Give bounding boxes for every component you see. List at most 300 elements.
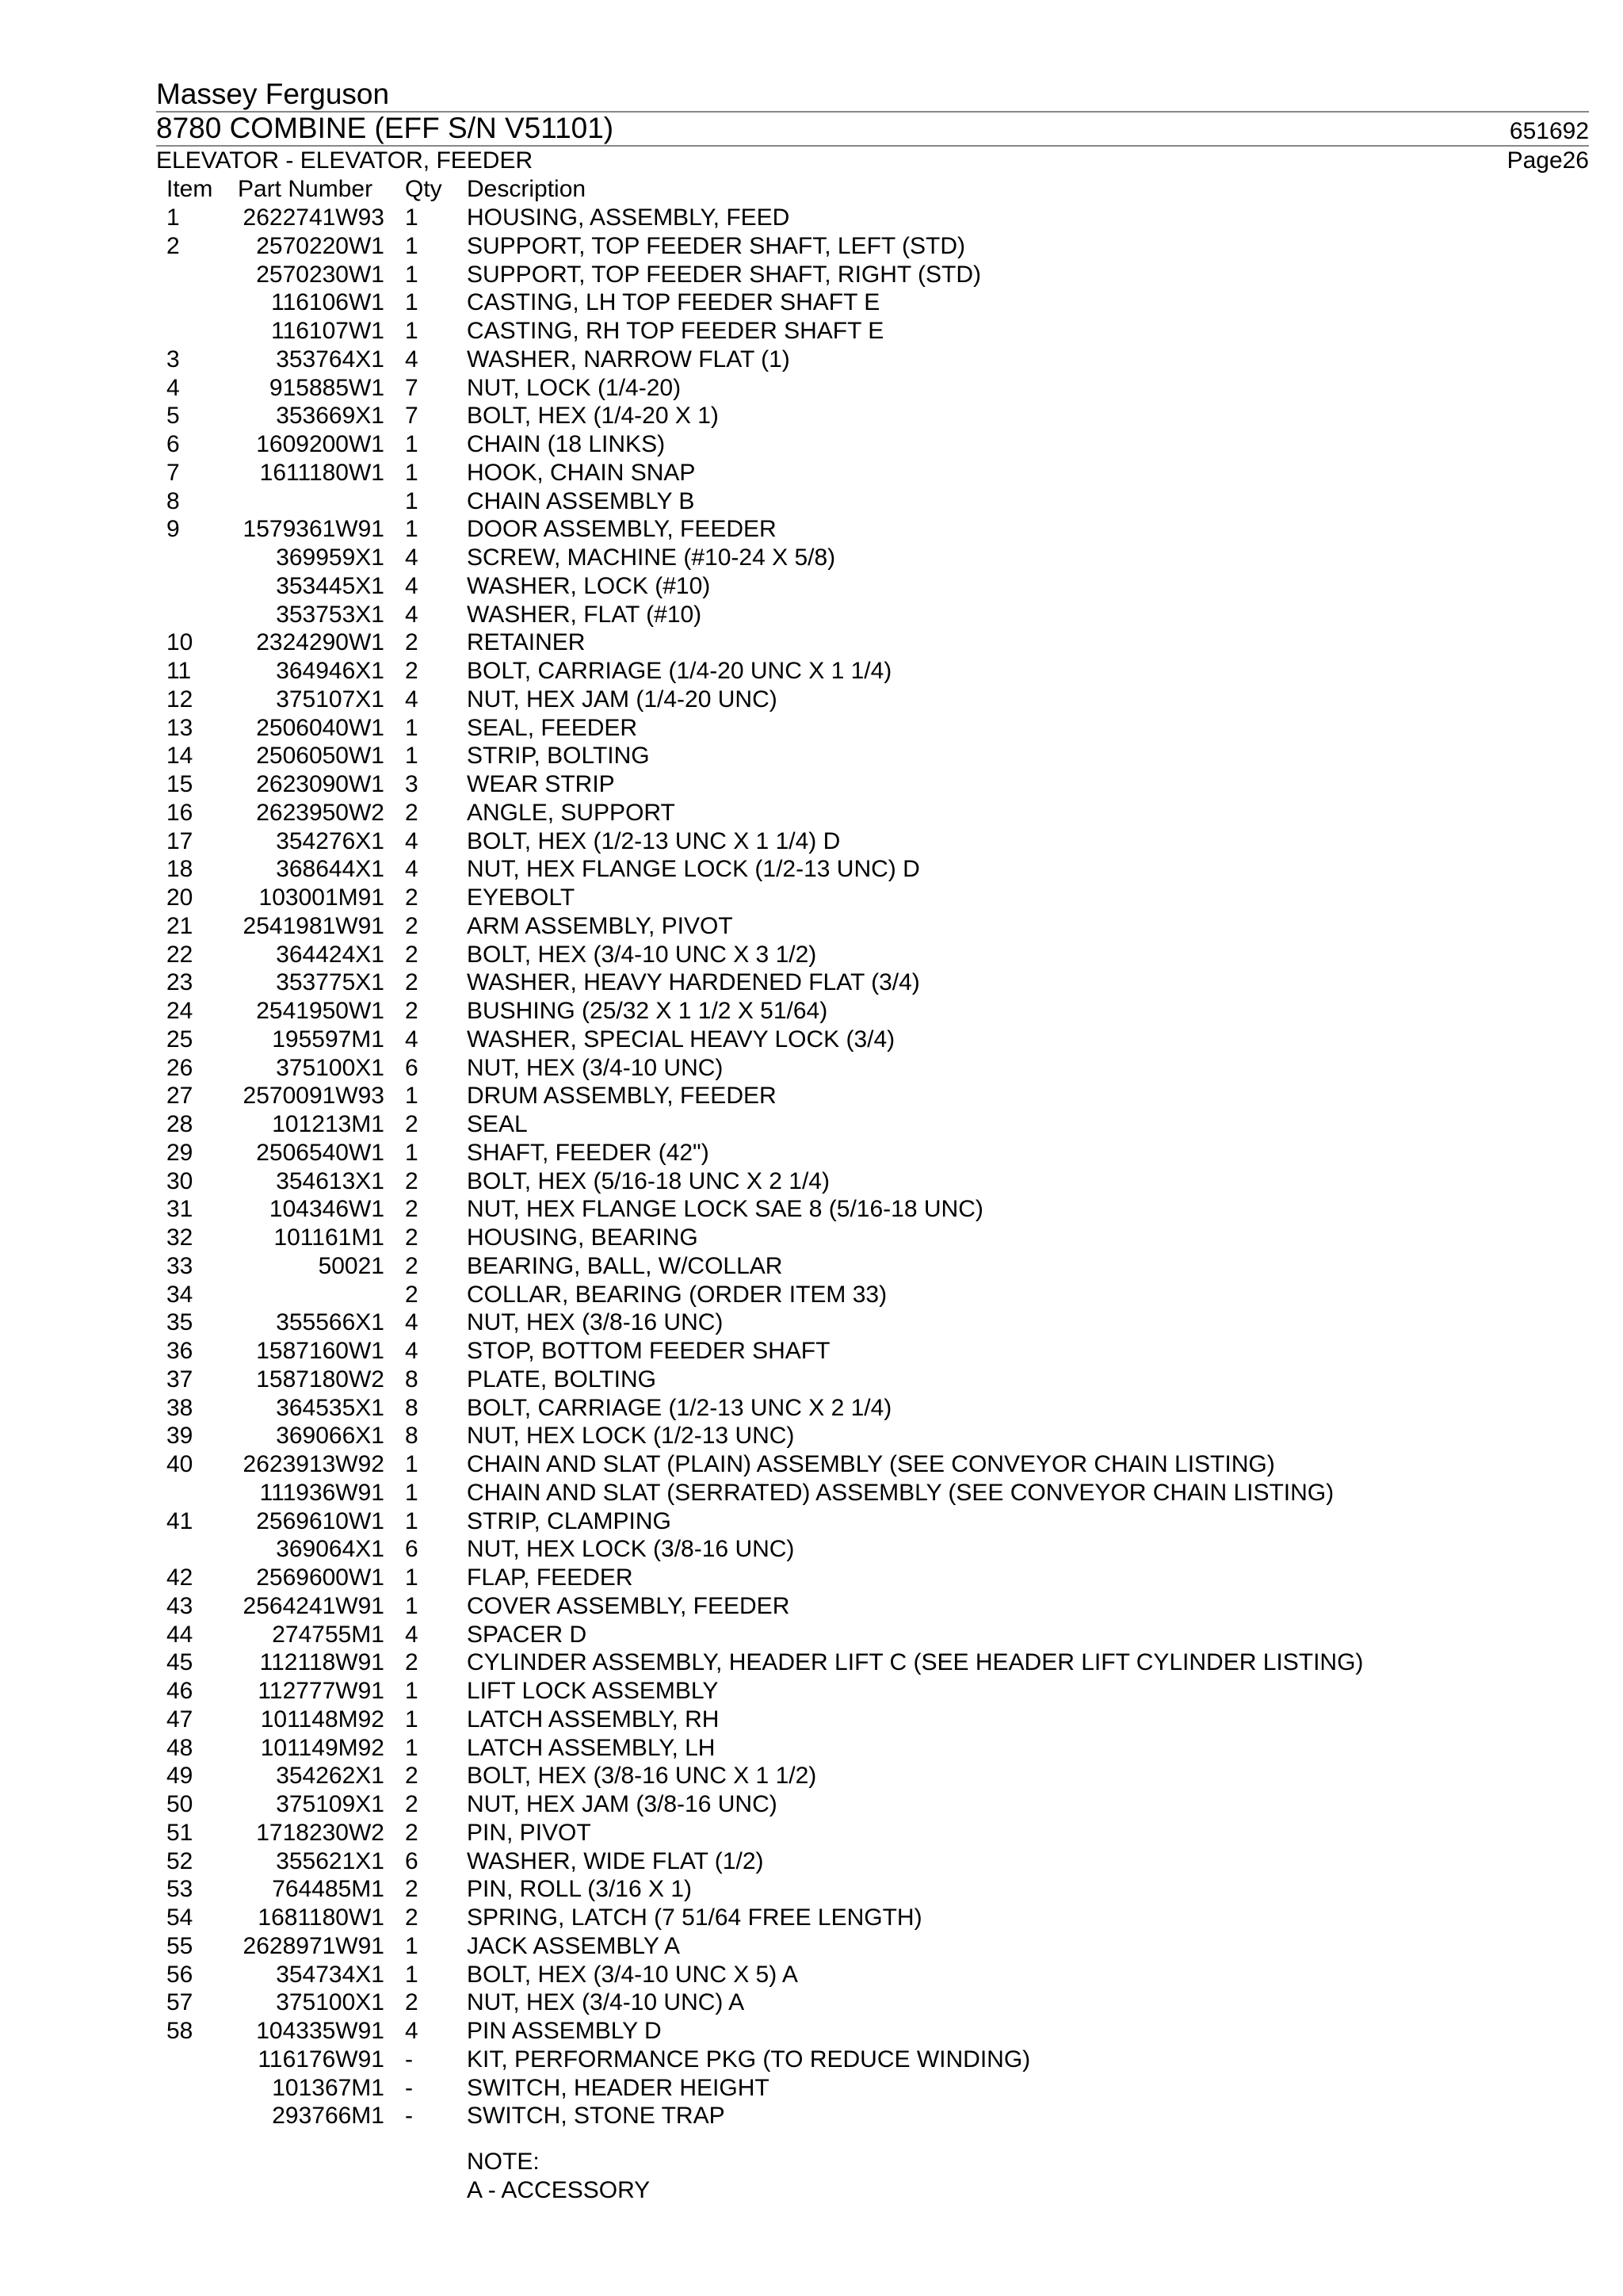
item-cell: 56: [166, 1961, 193, 1988]
table-row: [0, 430, 1623, 459]
qty-cell: 1: [405, 232, 418, 259]
item-cell: 44: [166, 1621, 193, 1648]
part-number-cell: 104346W1: [269, 1196, 384, 1223]
qty-cell: 1: [405, 1706, 418, 1733]
table-row: [0, 1054, 1623, 1083]
table-row: [0, 2102, 1623, 2130]
description-cell: NUT, LOCK (1/4-20): [467, 374, 682, 401]
qty-cell: 4: [405, 346, 418, 372]
qty-cell: 1: [405, 318, 418, 344]
description-cell: NUT, HEX FLANGE LOCK (1/2-13 UNC) D: [467, 856, 920, 883]
qty-cell: 2: [405, 1876, 418, 1903]
table-row: [0, 288, 1623, 317]
table-row: [0, 1904, 1623, 1932]
description-cell: DOOR ASSEMBLY, FEEDER: [467, 516, 777, 543]
model-line: [156, 113, 1589, 144]
part-number-cell: 1587180W2: [256, 1366, 384, 1392]
item-cell: 51: [166, 1819, 193, 1846]
item-cell: 2: [166, 232, 180, 259]
description-cell: NUT, HEX (3/4-10 UNC) A: [467, 1989, 745, 2016]
item-cell: 26: [166, 1054, 193, 1081]
table-row: [0, 2074, 1623, 2103]
part-number-cell: 364946X1: [276, 658, 384, 684]
item-cell: 38: [166, 1394, 193, 1421]
description-cell: WASHER, WIDE FLAT (1/2): [467, 1847, 764, 1874]
part-number-cell: 2628971W91: [242, 1932, 384, 1959]
table-row: [0, 1507, 1623, 1536]
part-number-cell: 353669X1: [276, 403, 384, 430]
description-cell: NUT, HEX JAM (1/4-20 UNC): [467, 686, 777, 712]
item-cell: 32: [166, 1224, 193, 1251]
table-row: [0, 1621, 1623, 1649]
item-cell: 57: [166, 1989, 193, 2016]
part-number-cell: 354734X1: [276, 1961, 384, 1988]
item-cell: 16: [166, 799, 193, 826]
description-cell: STRIP, BOLTING: [467, 743, 650, 770]
qty-cell: 1: [405, 1932, 418, 1959]
description-cell: SHAFT, FEEDER (42"): [467, 1139, 709, 1166]
part-number-cell: 364535X1: [276, 1394, 384, 1421]
table-row: [0, 770, 1623, 799]
description-cell: WASHER, NARROW FLAT (1): [467, 346, 790, 372]
description-cell: CHAIN (18 LINKS): [467, 431, 666, 457]
qty-cell: 1: [405, 1961, 418, 1988]
description-cell: LATCH ASSEMBLY, LH: [467, 1734, 716, 1761]
item-cell: 12: [166, 686, 193, 712]
part-number-cell: 2623090W1: [256, 771, 384, 797]
table-row: [0, 1110, 1623, 1139]
qty-cell: 2: [405, 629, 418, 656]
part-number-cell: 353775X1: [276, 969, 384, 996]
description-cell: SPRING, LATCH (7 51/64 FREE LENGTH): [467, 1904, 922, 1931]
table-row: [0, 1082, 1623, 1110]
table-row: [0, 1592, 1623, 1621]
model-title: 8780 COMBINE (EFF S/N V51101): [156, 112, 614, 144]
description-cell: BUSHING (25/32 X 1 1/2 X 51/64): [467, 998, 828, 1024]
part-number-cell: 354613X1: [276, 1167, 384, 1194]
description-cell: SUPPORT, TOP FEEDER SHAFT, LEFT (STD): [467, 232, 966, 259]
item-cell: 20: [166, 884, 193, 911]
description-cell: CHAIN ASSEMBLY B: [467, 487, 695, 514]
item-cell: 3: [166, 346, 180, 372]
qty-cell: 1: [405, 1139, 418, 1166]
qty-cell: 6: [405, 1536, 418, 1563]
description-cell: WASHER, HEAVY HARDENED FLAT (3/4): [467, 969, 920, 996]
qty-cell: 2: [405, 1224, 418, 1251]
item-cell: 50: [166, 1791, 193, 1817]
description-cell: NUT, HEX FLANGE LOCK SAE 8 (5/16-18 UNC): [467, 1196, 983, 1223]
qty-cell: 4: [405, 827, 418, 854]
description-cell: SWITCH, STONE TRAP: [467, 2103, 725, 2130]
item-cell: 21: [166, 912, 193, 939]
part-number-cell: 764485M1: [272, 1876, 384, 1903]
column-header-part-number: Part Number: [238, 176, 373, 202]
qty-cell: 1: [405, 487, 418, 514]
description-cell: EYEBOLT: [467, 884, 575, 911]
column-header-item: Item: [166, 176, 213, 202]
description-cell: SEAL, FEEDER: [467, 714, 638, 741]
item-cell: 31: [166, 1196, 193, 1223]
qty-cell: 1: [405, 1564, 418, 1591]
description-cell: NUT, HEX LOCK (1/2-13 UNC): [467, 1423, 795, 1450]
table-row: [0, 742, 1623, 770]
qty-cell: 6: [405, 1847, 418, 1874]
description-cell: CYLINDER ASSEMBLY, HEADER LIFT C (SEE HEADER LIFT CYLINDER LISTING): [467, 1649, 1364, 1676]
qty-cell: 1: [405, 1678, 418, 1704]
item-cell: 53: [166, 1876, 193, 1903]
table-row: [0, 884, 1623, 912]
table-row: [0, 459, 1623, 487]
part-number-cell: 1579361W91: [242, 516, 384, 543]
item-cell: 55: [166, 1932, 193, 1959]
part-number-cell: 2564241W91: [242, 1592, 384, 1619]
part-number-cell: 364424X1: [276, 941, 384, 968]
part-number-cell: 50021: [318, 1252, 384, 1279]
table-row: [0, 968, 1623, 997]
table-row: [0, 1026, 1623, 1054]
qty-cell: 2: [405, 658, 418, 684]
table-row: [0, 487, 1623, 516]
table-row: [0, 1195, 1623, 1224]
item-cell: 40: [166, 1451, 193, 1477]
part-number-cell: 274755M1: [272, 1621, 384, 1648]
table-row: [0, 1337, 1623, 1366]
item-cell: 30: [166, 1167, 193, 1194]
part-number-cell: 2623950W2: [256, 799, 384, 826]
item-cell: 34: [166, 1281, 193, 1308]
item-cell: 4: [166, 374, 180, 401]
item-cell: 24: [166, 998, 193, 1024]
qty-cell: 2: [405, 1763, 418, 1790]
part-number-cell: 104335W91: [256, 2018, 384, 2044]
brand-name: Massey Ferguson: [156, 78, 390, 110]
table-row: [0, 1281, 1623, 1309]
table-row: [0, 1535, 1623, 1564]
table-row: [0, 544, 1623, 572]
part-number-cell: 2569610W1: [256, 1507, 384, 1534]
table-row: [0, 1564, 1623, 1592]
description-cell: BOLT, HEX (3/4-10 UNC X 5) A: [467, 1961, 798, 1988]
part-number-cell: 111936W91: [259, 1479, 384, 1506]
description-cell: ARM ASSEMBLY, PIVOT: [467, 912, 733, 939]
item-cell: 13: [166, 714, 193, 741]
part-number-cell: 1718230W2: [256, 1819, 384, 1846]
description-cell: STOP, BOTTOM FEEDER SHAFT: [467, 1338, 831, 1364]
qty-cell: 6: [405, 1054, 418, 1081]
item-cell: 47: [166, 1706, 193, 1733]
description-cell: BOLT, HEX (3/4-10 UNC X 3 1/2): [467, 941, 817, 968]
description-cell: PIN, ROLL (3/16 X 1): [467, 1876, 693, 1903]
item-cell: 9: [166, 516, 180, 543]
qty-cell: -: [405, 2046, 413, 2073]
qty-cell: 4: [405, 856, 418, 883]
qty-cell: 2: [405, 884, 418, 911]
part-number-cell: 368644X1: [276, 856, 384, 883]
qty-cell: 1: [405, 261, 418, 288]
part-number-cell: 375100X1: [276, 1054, 384, 1081]
table-row: [0, 1139, 1623, 1167]
qty-cell: 1: [405, 289, 418, 316]
table-row: [0, 657, 1623, 686]
qty-cell: -: [405, 2074, 413, 2101]
description-cell: BOLT, HEX (1/4-20 X 1): [467, 403, 719, 430]
item-cell: 41: [166, 1507, 193, 1534]
qty-cell: 8: [405, 1366, 418, 1392]
part-number-cell: 2623913W92: [242, 1451, 384, 1477]
table-row: [0, 1224, 1623, 1252]
part-number-cell: 369064X1: [276, 1536, 384, 1563]
description-cell: CASTING, LH TOP FEEDER SHAFT E: [467, 289, 880, 316]
description-cell: WASHER, LOCK (#10): [467, 572, 711, 599]
description-cell: PLATE, BOLTING: [467, 1366, 656, 1392]
description-cell: WASHER, FLAT (#10): [467, 601, 702, 628]
part-number-cell: 2541950W1: [256, 998, 384, 1024]
qty-cell: 1: [405, 204, 418, 231]
table-row: [0, 232, 1623, 261]
qty-cell: 2: [405, 1252, 418, 1279]
part-number-cell: 116107W1: [271, 318, 384, 344]
part-number-cell: 353445X1: [276, 572, 384, 599]
column-header-description: Description: [467, 176, 586, 202]
notes-title: NOTE:: [467, 2149, 540, 2175]
part-number-cell: 2506050W1: [256, 743, 384, 770]
section-title: ELEVATOR - ELEVATOR, FEEDER: [156, 147, 533, 174]
qty-cell: 1: [405, 1479, 418, 1506]
qty-cell: 1: [405, 1507, 418, 1534]
item-cell: 39: [166, 1423, 193, 1450]
table-header-row: [0, 175, 1623, 204]
item-cell: 52: [166, 1847, 193, 1874]
part-number-cell: 116176W91: [258, 2046, 384, 2073]
description-cell: BOLT, HEX (5/16-18 UNC X 2 1/4): [467, 1167, 830, 1194]
qty-cell: 2: [405, 1167, 418, 1194]
item-cell: 15: [166, 771, 193, 797]
part-number-cell: 915885W1: [269, 374, 384, 401]
part-number-cell: 2622741W93: [242, 204, 384, 231]
table-row: [0, 1932, 1623, 1961]
qty-cell: 1: [405, 743, 418, 770]
table-row: [0, 261, 1623, 289]
notes-line: A - ACCESSORY: [467, 2177, 651, 2203]
description-cell: NUT, HEX LOCK (3/8-16 UNC): [467, 1536, 795, 1563]
table-row: [0, 2046, 1623, 2074]
item-cell: 5: [166, 403, 180, 430]
table-row: [0, 1366, 1623, 1394]
item-cell: 22: [166, 941, 193, 968]
qty-cell: 4: [405, 1026, 418, 1052]
description-cell: PIN ASSEMBLY D: [467, 2018, 662, 2044]
item-cell: 46: [166, 1678, 193, 1704]
description-cell: SEAL: [467, 1111, 528, 1137]
qty-cell: 2: [405, 969, 418, 996]
table-row: [0, 1450, 1623, 1479]
qty-cell: 2: [405, 1989, 418, 2016]
qty-cell: 4: [405, 572, 418, 599]
table-row: [0, 1875, 1623, 1904]
description-cell: BOLT, CARRIAGE (1/2-13 UNC X 2 1/4): [467, 1394, 892, 1421]
description-cell: BOLT, CARRIAGE (1/4-20 UNC X 1 1/4): [467, 658, 892, 684]
item-cell: 29: [166, 1139, 193, 1166]
table-row: [0, 1677, 1623, 1706]
qty-cell: 4: [405, 2018, 418, 2044]
table-row: [0, 515, 1623, 544]
qty-cell: -: [405, 2103, 413, 2130]
item-cell: 25: [166, 1026, 193, 1052]
description-cell: SUPPORT, TOP FEEDER SHAFT, RIGHT (STD): [467, 261, 981, 288]
part-number-cell: 1681180W1: [258, 1904, 384, 1931]
part-number-cell: 1611180W1: [259, 459, 384, 486]
item-cell: 45: [166, 1649, 193, 1676]
qty-cell: 2: [405, 998, 418, 1024]
part-number-cell: 101148M92: [260, 1706, 384, 1733]
qty-cell: 2: [405, 799, 418, 826]
section-line: [156, 147, 1589, 175]
qty-cell: 2: [405, 1649, 418, 1676]
table-row: [0, 1790, 1623, 1819]
description-cell: KIT, PERFORMANCE PKG (TO REDUCE WINDING): [467, 2046, 1031, 2073]
item-cell: 17: [166, 827, 193, 854]
table-row: [0, 317, 1623, 346]
description-cell: CASTING, RH TOP FEEDER SHAFT E: [467, 318, 884, 344]
description-cell: WEAR STRIP: [467, 771, 615, 797]
part-number-cell: 101213M1: [272, 1111, 384, 1137]
table-row: [0, 1762, 1623, 1790]
description-cell: COLLAR, BEARING (ORDER ITEM 33): [467, 1281, 888, 1308]
qty-cell: 2: [405, 1111, 418, 1137]
table-row: [0, 346, 1623, 374]
qty-cell: 2: [405, 1819, 418, 1846]
description-cell: LATCH ASSEMBLY, RH: [467, 1706, 720, 1733]
qty-cell: 4: [405, 686, 418, 712]
table-row: [0, 997, 1623, 1026]
part-number-cell: 375100X1: [276, 1989, 384, 2016]
description-cell: CHAIN AND SLAT (SERRATED) ASSEMBLY (SEE CONVEYOR CHAIN LISTING): [467, 1479, 1335, 1506]
table-row: [0, 402, 1623, 430]
part-number-cell: 1609200W1: [256, 431, 384, 457]
page-number: Page26: [1507, 147, 1589, 174]
item-cell: 48: [166, 1734, 193, 1761]
qty-cell: 2: [405, 1281, 418, 1308]
table-row: [0, 1648, 1623, 1677]
qty-cell: 1: [405, 1083, 418, 1110]
qty-cell: 1: [405, 431, 418, 457]
qty-cell: 2: [405, 941, 418, 968]
table-row: [0, 2017, 1623, 2046]
part-number-cell: 293766M1: [272, 2103, 384, 2130]
part-number-cell: 355621X1: [276, 1847, 384, 1874]
description-cell: RETAINER: [467, 629, 586, 656]
part-number-cell: 1587160W1: [256, 1338, 384, 1364]
description-cell: ANGLE, SUPPORT: [467, 799, 675, 826]
table-row: [0, 1308, 1623, 1337]
table-row: [0, 601, 1623, 629]
item-cell: 10: [166, 629, 193, 656]
qty-cell: 4: [405, 1338, 418, 1364]
document-number: 651692: [1509, 118, 1589, 144]
item-cell: 27: [166, 1083, 193, 1110]
table-row: [0, 1734, 1623, 1763]
item-cell: 28: [166, 1111, 193, 1137]
item-cell: 43: [166, 1592, 193, 1619]
qty-cell: 1: [405, 1592, 418, 1619]
table-row: [0, 714, 1623, 743]
part-number-cell: 375109X1: [276, 1791, 384, 1817]
table-row: [0, 374, 1623, 403]
part-number-cell: 101149M92: [260, 1734, 384, 1761]
description-cell: JACK ASSEMBLY A: [467, 1932, 681, 1959]
part-number-cell: 101161M1: [273, 1224, 384, 1251]
description-cell: COVER ASSEMBLY, FEEDER: [467, 1592, 790, 1619]
table-row: [0, 1479, 1623, 1507]
description-cell: SPACER D: [467, 1621, 587, 1648]
item-cell: 11: [166, 658, 192, 684]
qty-cell: 1: [405, 1734, 418, 1761]
part-number-cell: 2506040W1: [256, 714, 384, 741]
table-row: [0, 1988, 1623, 2017]
table-row: [0, 1167, 1623, 1196]
part-number-cell: 375107X1: [276, 686, 384, 712]
description-cell: SCREW, MACHINE (#10-24 X 5/8): [467, 544, 836, 571]
item-cell: 33: [166, 1252, 193, 1279]
table-row: [0, 941, 1623, 969]
description-cell: NUT, HEX JAM (3/8-16 UNC): [467, 1791, 777, 1817]
table-row: [0, 827, 1623, 856]
item-cell: 8: [166, 487, 180, 514]
item-cell: 37: [166, 1366, 193, 1392]
table-row: [0, 1422, 1623, 1450]
table-row: [0, 855, 1623, 884]
item-cell: 6: [166, 431, 180, 457]
item-cell: 23: [166, 969, 193, 996]
part-number-cell: 2324290W1: [256, 629, 384, 656]
qty-cell: 7: [405, 403, 418, 430]
part-number-cell: 103001M91: [258, 884, 384, 911]
description-cell: PIN, PIVOT: [467, 1819, 591, 1846]
item-cell: 18: [166, 856, 193, 883]
qty-cell: 1: [405, 714, 418, 741]
table-row: [0, 799, 1623, 827]
part-number-cell: 2570230W1: [256, 261, 384, 288]
qty-cell: 4: [405, 1621, 418, 1648]
table-row: [0, 628, 1623, 657]
table-row: [0, 912, 1623, 941]
item-cell: 49: [166, 1763, 193, 1790]
column-header-qty: Qty: [405, 176, 442, 202]
table-row: [0, 572, 1623, 601]
description-cell: FLAP, FEEDER: [467, 1564, 633, 1591]
qty-cell: 8: [405, 1423, 418, 1450]
description-cell: HOOK, CHAIN SNAP: [467, 459, 696, 486]
part-number-cell: 2570091W93: [242, 1083, 384, 1110]
description-cell: BOLT, HEX (3/8-16 UNC X 1 1/2): [467, 1763, 817, 1790]
part-number-cell: 101367M1: [272, 2074, 384, 2101]
part-number-cell: 2506540W1: [256, 1139, 384, 1166]
description-cell: HOUSING, BEARING: [467, 1224, 698, 1251]
item-cell: 58: [166, 2018, 193, 2044]
part-number-cell: 2541981W91: [242, 912, 384, 939]
qty-cell: 1: [405, 1451, 418, 1477]
description-cell: DRUM ASSEMBLY, FEEDER: [467, 1083, 777, 1110]
table-row: [0, 1961, 1623, 1989]
description-cell: NUT, HEX (3/8-16 UNC): [467, 1309, 724, 1336]
description-cell: BEARING, BALL, W/COLLAR: [467, 1252, 783, 1279]
qty-cell: 2: [405, 1904, 418, 1931]
qty-cell: 2: [405, 1791, 418, 1817]
description-cell: BOLT, HEX (1/2-13 UNC X 1 1/4) D: [467, 827, 841, 854]
item-cell: 1: [166, 204, 180, 231]
qty-cell: 4: [405, 1309, 418, 1336]
part-number-cell: 355566X1: [276, 1309, 384, 1336]
